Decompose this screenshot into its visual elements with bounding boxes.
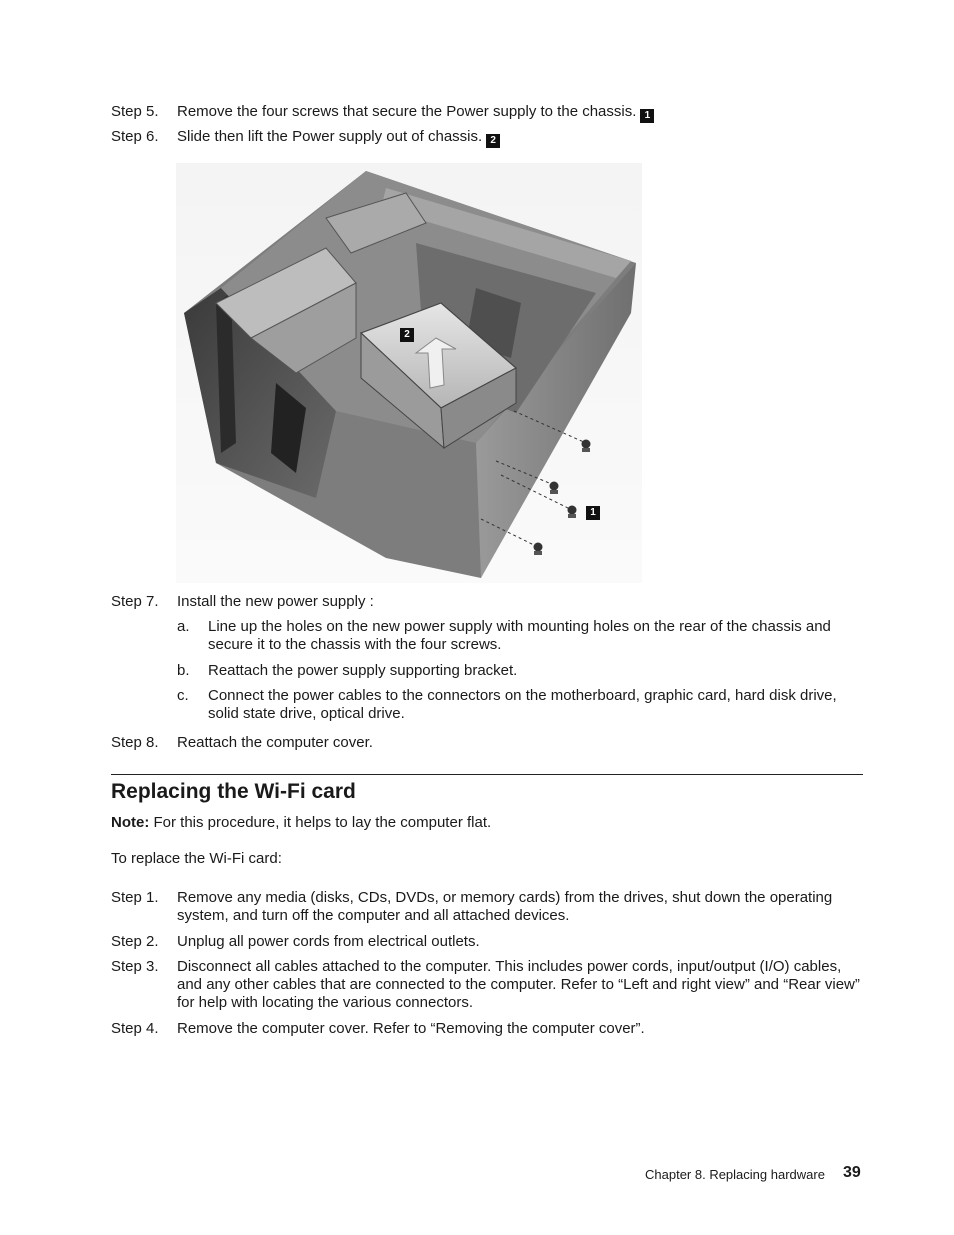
substep-label: b. [177, 662, 190, 679]
step-text: Disconnect all cables attached to the computer. This includes power cords, input/output (I/O) cables, and any other cables that are connected to the computer. Refer to “Left and right view” and “Rear view” for help with locating the various connectors. [177, 958, 860, 1011]
step-text: Reattach the computer cover. [177, 734, 373, 751]
step-label: Step 2. [111, 933, 159, 950]
substep-text: Connect the power cables to the connectors on the motherboard, graphic card, hard disk drive, solid state drive, optical drive. [208, 687, 837, 722]
step-label: Step 5. [111, 103, 159, 120]
step-text: Unplug all power cords from electrical outlets. [177, 933, 480, 950]
step-label: Step 8. [111, 734, 159, 751]
step-text: Remove any media (disks, CDs, DVDs, or memory cards) from the drives, shut down the operating system, and turn off the computer and all attached devices. [177, 889, 833, 924]
step-text: Slide then lift the Power supply out of chassis. [177, 128, 483, 145]
step-label: Step 7. [111, 593, 159, 610]
substep-text: Line up the holes on the new power supply with mounting holes on the rear of the chassis and secure it to the chassis with the four screws. [208, 618, 831, 653]
screw-icon [568, 506, 577, 519]
step-label: Step 3. [111, 958, 159, 975]
note-text: For this procedure, it helps to lay the computer flat. [153, 814, 492, 831]
step-text: Install the new power supply : [177, 593, 374, 610]
note [111, 814, 863, 832]
screw-icon [550, 482, 559, 495]
step-label: Step 1. [111, 889, 159, 906]
substep-text: Reattach the power supply supporting bracket. [208, 662, 518, 679]
section-divider [111, 774, 863, 775]
step-label: Step 4. [111, 1020, 159, 1037]
section-title: Replacing the Wi-Fi card [111, 780, 356, 803]
screw-icon [534, 543, 543, 556]
callout-badge: 2 [400, 328, 414, 342]
callout-badge: 1 [586, 506, 600, 520]
substep-label: a. [177, 618, 190, 635]
step-text: Remove the computer cover. Refer to “Removing the computer cover”. [177, 1020, 645, 1037]
note-label: Note: [111, 814, 150, 831]
screw-icon [582, 440, 591, 453]
power-supply-removal-figure [176, 163, 642, 583]
substep-label: c. [177, 687, 189, 704]
step-label: Step 6. [111, 128, 159, 145]
step-text: Remove the four screws that secure the Power supply to the chassis. [177, 103, 637, 120]
callout-badge: 2 [486, 134, 500, 148]
footer-chapter: Chapter 8. Replacing hardware [645, 1167, 825, 1182]
callout-badge: 1 [640, 109, 654, 123]
computer-chassis-illustration [176, 163, 642, 583]
intro-text: To replace the Wi-Fi card: [111, 850, 282, 867]
page-number: 39 [843, 1164, 861, 1181]
